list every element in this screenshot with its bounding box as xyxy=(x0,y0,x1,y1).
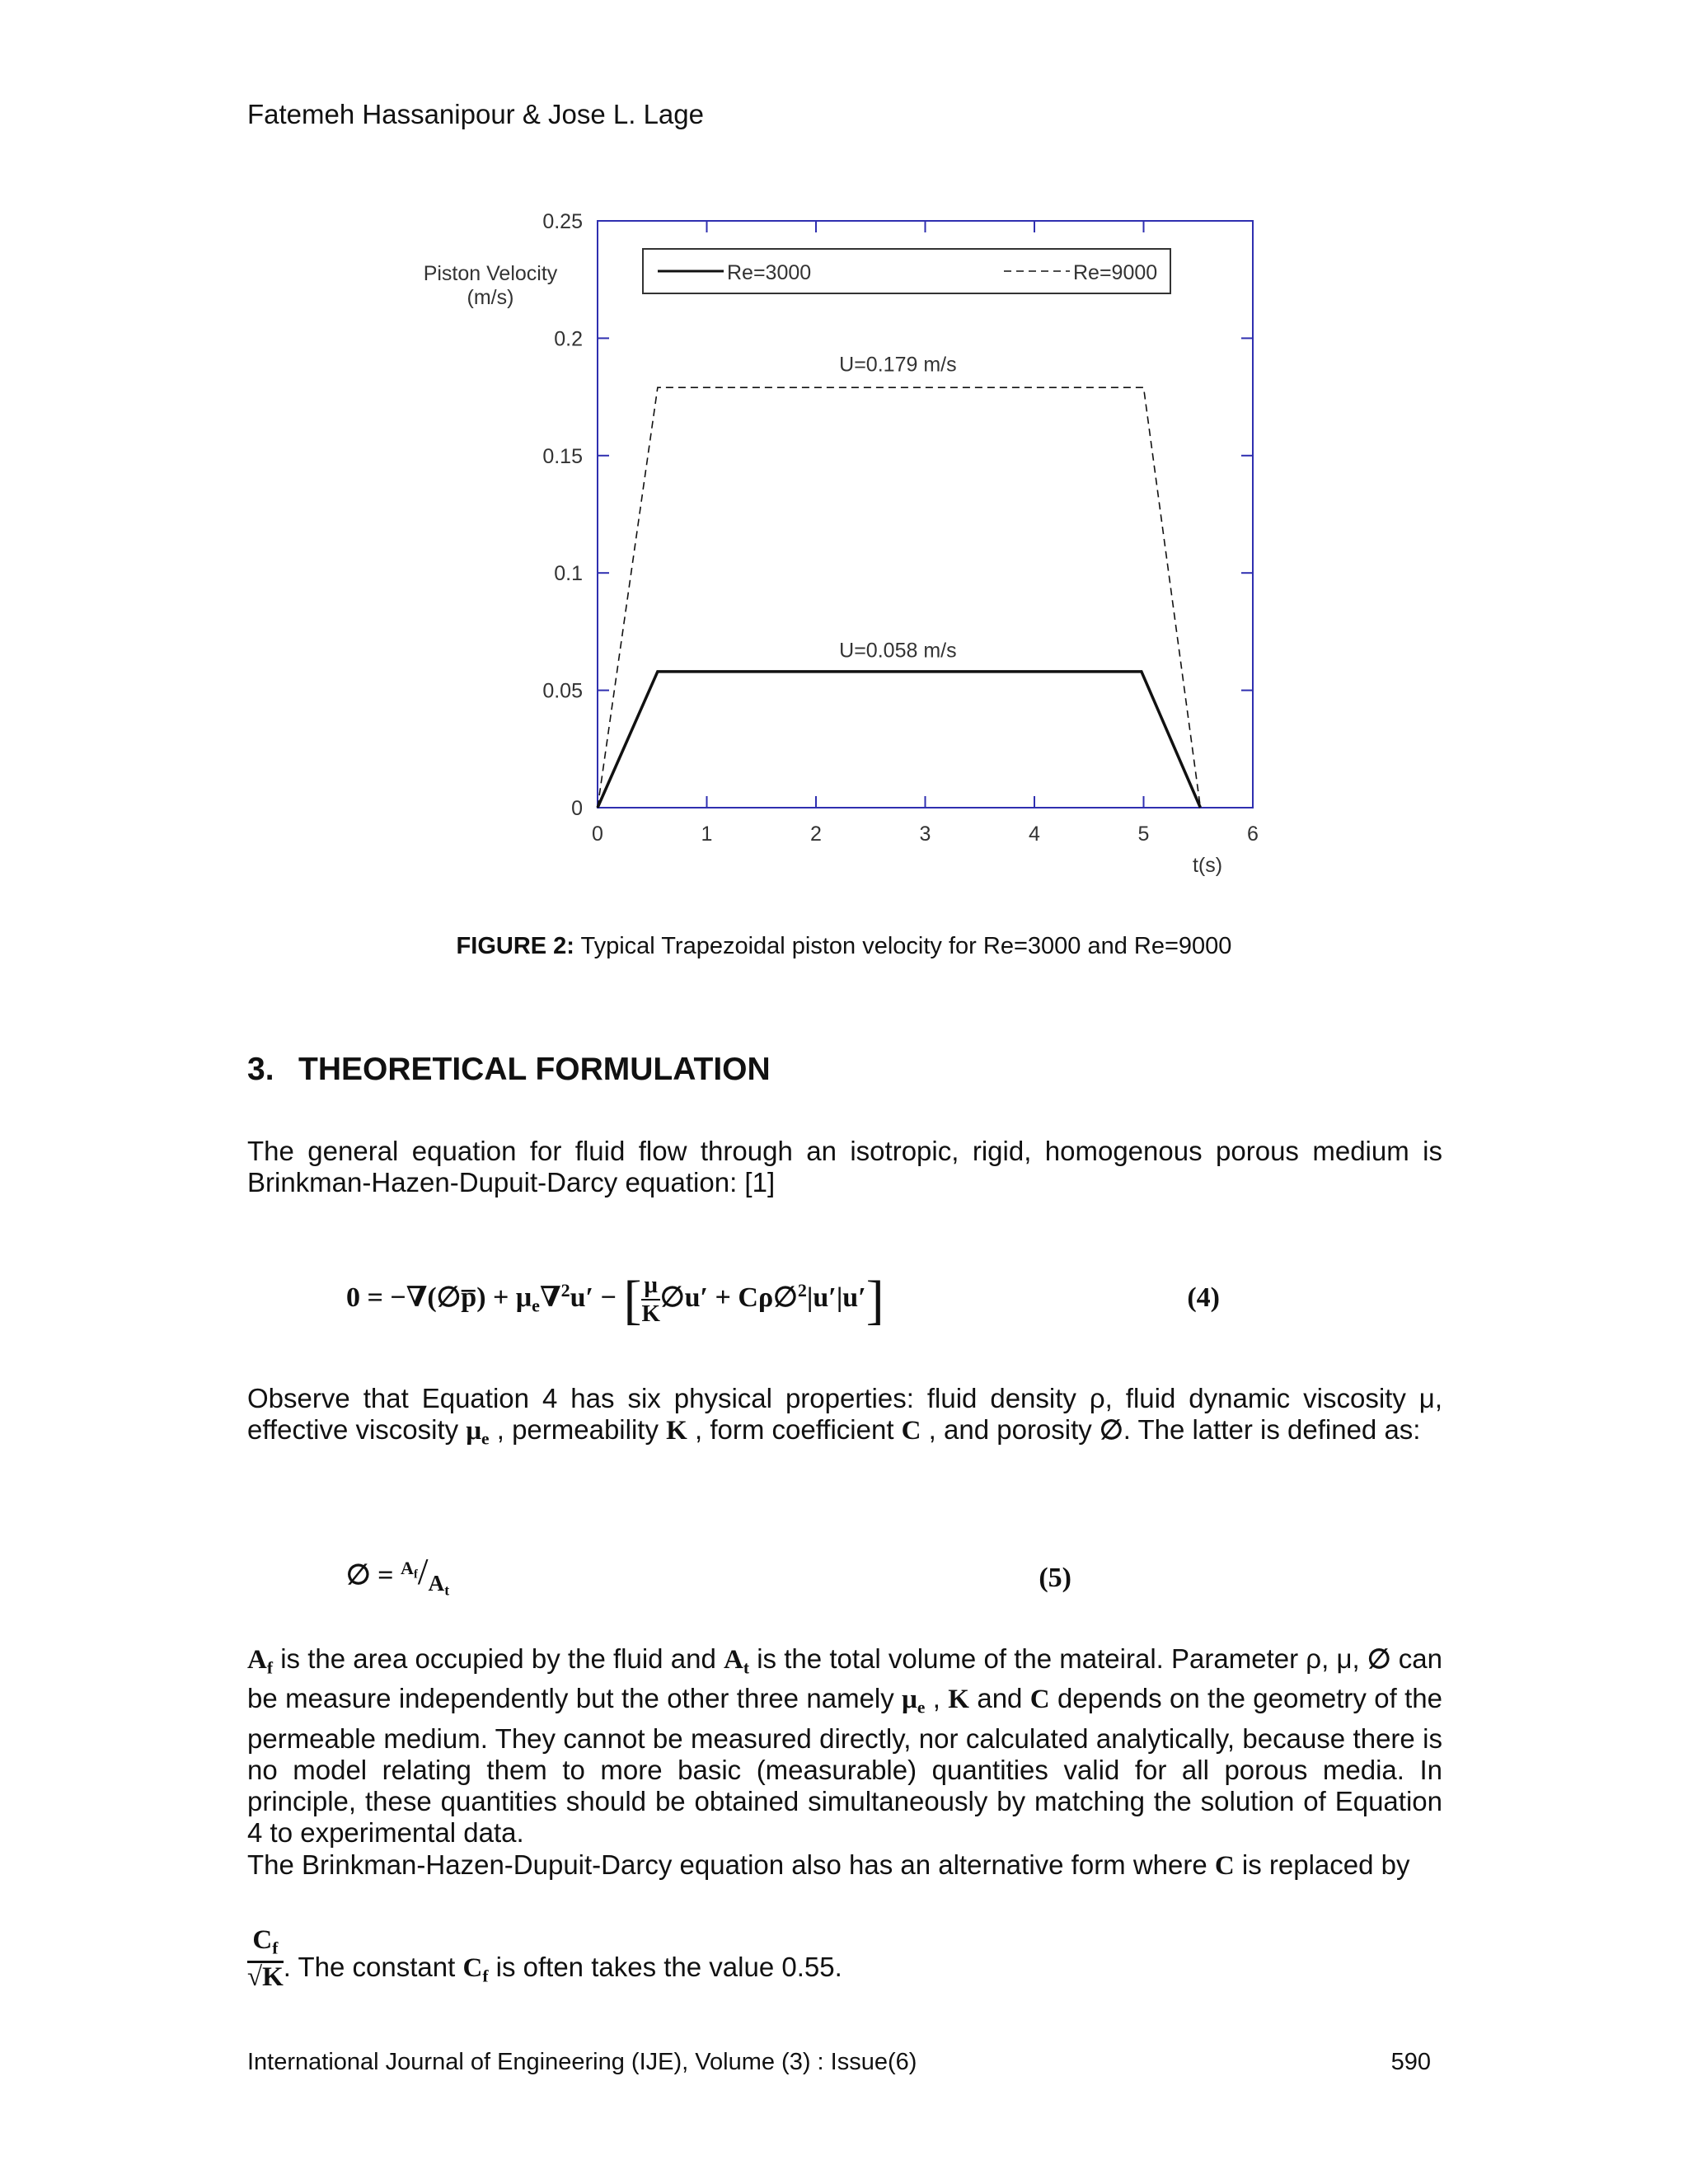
y-tick-label: 0.25 xyxy=(542,210,583,233)
equation-5 xyxy=(346,1549,1071,1615)
running-header: Fatemeh Hassanipour & Jose L. Lage xyxy=(247,99,704,129)
symbol-Cf-num-sub: f xyxy=(272,1938,279,1958)
p3-text-c: can be measure independently but the other three namely xyxy=(247,1643,1443,1714)
p5-text-b: is often takes the value 0.55. xyxy=(488,1952,842,1983)
y-tick-label: 0.15 xyxy=(542,444,583,468)
eq4-left: 0 = −∇(∅p̅) + μ xyxy=(346,1282,532,1313)
y-tick-label: 0.05 xyxy=(542,679,583,703)
symbol-A1: A xyxy=(247,1645,267,1675)
symbol-K: K xyxy=(666,1416,687,1446)
paragraph-constant xyxy=(247,1926,1442,1992)
annotation-label: U=0.058 m/s xyxy=(839,639,957,663)
x-tick-label: 4 xyxy=(1029,823,1040,846)
x-tick-label: 2 xyxy=(810,823,822,846)
symbol-C-3: C xyxy=(1214,1851,1235,1881)
symbol-C-2: C xyxy=(1029,1685,1050,1715)
journal-footer: International Journal of Engineering (IJE), Volume (3) : Issue(6) xyxy=(247,2049,917,2075)
eq5-num xyxy=(401,1557,418,1582)
x-tick-label: 1 xyxy=(701,823,713,846)
figure-caption-text: Typical Trapezoidal piston velocity for Re=3000 and Re=9000 xyxy=(574,933,1232,959)
page-number: 590 xyxy=(1390,2049,1431,2075)
eq4-frac-den: K xyxy=(641,1301,660,1328)
symbol-phi: ∅ xyxy=(1099,1416,1123,1446)
symbol-A2: A xyxy=(724,1645,743,1675)
paragraph-alternative xyxy=(247,1849,1442,1882)
eq5-num-A: A xyxy=(401,1557,414,1578)
p3-text-a: is the area occupied by the fluid and xyxy=(272,1643,724,1674)
symbol-A-f xyxy=(247,1645,273,1678)
series-line xyxy=(598,387,1200,808)
symbol-K-2: K xyxy=(948,1685,969,1715)
symbol-sub-f: f xyxy=(266,1657,273,1678)
eq4-u: u′ − xyxy=(570,1282,624,1313)
p3-text-e: and xyxy=(968,1683,1030,1714)
p2-text-e: . The latter is defined as: xyxy=(1123,1414,1421,1445)
figure-caption xyxy=(0,933,1688,960)
chart-svg xyxy=(396,198,1302,907)
symbol-mu: μ xyxy=(466,1416,482,1446)
x-tick-label: 5 xyxy=(1137,823,1150,846)
p5-text-a: . The constant xyxy=(283,1952,463,1983)
symbol-Cf-sub: f xyxy=(482,1966,489,1986)
paragraph-intro: The general equation for fluid flow through an isotropic, rigid, homogenous porous medium is Brinkman-Hazen-Dupuit-Darcy equation: [1] xyxy=(247,1136,1442,1197)
eq4-left-bracket: [ xyxy=(623,1270,642,1330)
y-tick-label: 0.2 xyxy=(554,327,583,351)
section-title: THEORETICAL FORMULATION xyxy=(298,1052,771,1087)
y-axis-label: Piston Velocity xyxy=(423,262,558,285)
eq5-den xyxy=(428,1571,450,1599)
paragraph-properties xyxy=(247,1383,1442,1454)
eq5-den-t: t xyxy=(444,1582,450,1599)
eq5-number: (5) xyxy=(1039,1563,1071,1593)
eq5-den-A: A xyxy=(428,1571,445,1596)
y-tick-label: 0 xyxy=(571,797,583,820)
p3-text-f: depends on the geometry of the permeable medium. They cannot be measured directly, nor calculated analytically, because there is no model relating them to more basic (measurable) quantities valid for all porous media. In principle, these quantities should be obtained simultaneously by matching the solution of Equation 4 to experimental data. xyxy=(247,1683,1443,1848)
eq4-fraction xyxy=(641,1273,659,1326)
eq4-sup-2: 2 xyxy=(560,1279,570,1301)
figure-label: FIGURE 2: xyxy=(456,933,574,959)
symbol-Cf-C: C xyxy=(462,1953,483,1984)
p2-text-c: , form coefficient xyxy=(687,1414,902,1445)
eq5-left: ∅ = xyxy=(346,1560,401,1591)
p3-text-d: , xyxy=(925,1683,949,1714)
eq4-sub-e: e xyxy=(532,1295,540,1316)
symbol-phi-2: ∅ xyxy=(1367,1645,1391,1675)
symbol-Cf-num: C xyxy=(252,1925,273,1955)
p4-text-b: is replaced by xyxy=(1234,1849,1410,1880)
x-tick-label: 0 xyxy=(592,823,603,846)
y-axis-unit: (m/s) xyxy=(467,286,514,309)
symbol-mu-2: μ xyxy=(902,1685,917,1715)
eq4-frac-num: μ xyxy=(641,1273,659,1301)
cf-fraction-num xyxy=(247,1926,284,1963)
eq4-number: (4) xyxy=(1187,1282,1220,1313)
symbol-sub-t: t xyxy=(743,1657,749,1678)
p2-text-d: , and porosity xyxy=(921,1414,1100,1445)
section-heading xyxy=(247,1052,771,1088)
symbol-sub-e-2: e xyxy=(917,1697,926,1718)
section-number: 3. xyxy=(247,1052,274,1087)
eq5-num-f: f xyxy=(413,1568,418,1582)
p3-text-b: is the total volume of the mateiral. Parameter ρ, μ, xyxy=(749,1643,1367,1674)
symbol-C: C xyxy=(901,1416,921,1446)
p2-text-a: Observe that Equation 4 has six physical properties: fluid density ρ, fluid dynamic viscosity μ, effective viscosity xyxy=(247,1383,1442,1445)
legend-entry: Re=3000 xyxy=(727,261,812,284)
symbol-mu-e xyxy=(466,1416,490,1449)
symbol-Cf xyxy=(462,1953,489,1986)
annotation-label: U=0.179 m/s xyxy=(839,353,957,377)
symbol-A-t xyxy=(724,1645,749,1678)
x-tick-label: 3 xyxy=(919,823,931,846)
x-axis-label: t(s) xyxy=(1192,854,1223,877)
x-tick-label: 6 xyxy=(1247,823,1259,846)
cf-over-sqrtK-fraction xyxy=(247,1926,284,1992)
eq4-right-bracket: ] xyxy=(865,1270,884,1330)
paragraph-parameters xyxy=(247,1643,1442,1849)
piston-velocity-chart xyxy=(396,198,1302,907)
series-line xyxy=(598,672,1200,808)
eq4-sup-2b: 2 xyxy=(797,1279,807,1301)
symbol-mu-e-2 xyxy=(902,1685,926,1718)
eq4-rest1: ∅u′ + Cρ∅ xyxy=(659,1282,798,1313)
eq5-slash: / xyxy=(417,1550,429,1592)
cf-fraction-den: √K xyxy=(247,1961,284,1992)
symbol-sub-e: e xyxy=(481,1428,490,1449)
equation-4 xyxy=(346,1269,1220,1335)
p4-text-a: The Brinkman-Hazen-Dupuit-Darcy equation also has an alternative form where xyxy=(247,1849,1215,1880)
eq4-rest2: |u′|u′ xyxy=(806,1282,866,1313)
y-tick-label: 0.1 xyxy=(554,562,583,586)
p2-text-b: , permeability xyxy=(489,1414,667,1445)
eq4-nabla: ∇ xyxy=(539,1282,561,1313)
plot-frame xyxy=(598,221,1253,808)
legend-entry: Re=9000 xyxy=(1073,261,1158,284)
